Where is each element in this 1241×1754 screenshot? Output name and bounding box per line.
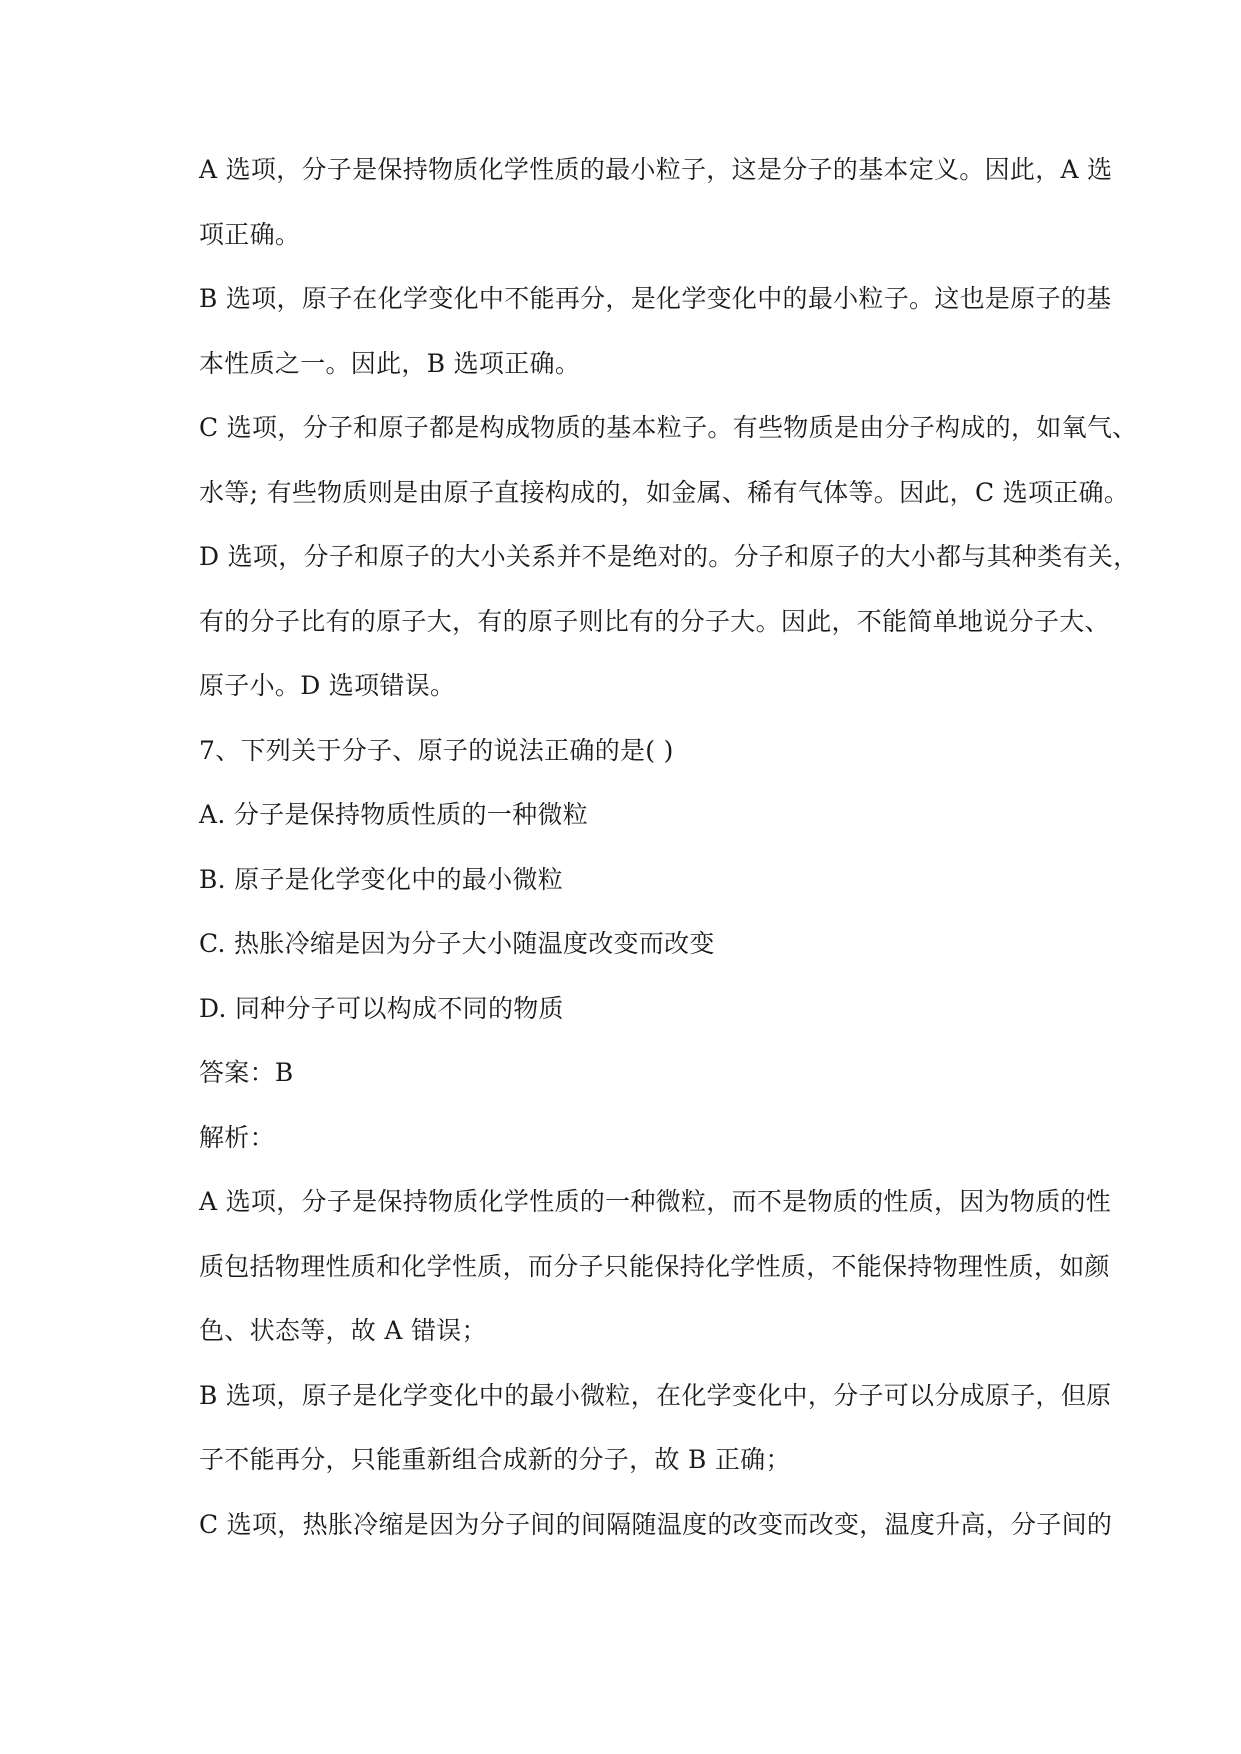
paragraph-line: 子不能再分，只能重新组合成新的分子，故 B 正确； <box>199 1445 791 1474</box>
option-c: C. 热胀冷缩是因为分子大小随温度改变而改变 <box>199 929 715 958</box>
paragraph-line: B 选项，原子是化学变化中的最小微粒，在化学变化中，分子可以分成原子，但原 <box>199 1380 1112 1410</box>
paragraph-line: 水等; 有些物质则是由原子直接构成的，如金属、稀有气体等。因此，C 选项正确。 <box>199 477 1130 507</box>
answer-line: 答案：B <box>199 1058 294 1087</box>
option-a: A. 分子是保持物质性质的一种微粒 <box>199 800 589 829</box>
paragraph-line: A 选项，分子是保持物质化学性质的最小粒子，这是分子的基本定义。因此，A 选 <box>199 155 1113 184</box>
document-body <box>199 138 1139 1557</box>
paragraph-line: B 选项，原子在化学变化中不能再分，是化学变化中的最小粒子。这也是原子的基 <box>199 284 1112 313</box>
paragraph-line: C 选项，分子和原子都是构成物质的基本粒子。有些物质是由分子构成的，如氧气、 <box>199 413 1138 442</box>
analysis-heading: 解析： <box>199 1122 275 1152</box>
paragraph-line: 原子小。D 选项错误。 <box>199 671 456 700</box>
paragraph-line: C 选项，热胀冷缩是因为分子间的间隔随温度的改变而改变，温度升高，分子间的 <box>199 1509 1113 1539</box>
paragraph-line: 质包括物理性质和化学性质，而分子只能保持化学性质，不能保持物理性质，如颜 <box>199 1251 1110 1281</box>
paragraph-line: 项正确。 <box>199 219 301 249</box>
paragraph-line: 色、状态等，故 A 错误； <box>199 1316 487 1345</box>
paragraph-line: 有的分子比有的原子大，有的原子则比有的分子大。因此，不能简单地说分子大、 <box>199 606 1110 636</box>
paragraph-line: A 选项，分子是保持物质化学性质的一种微粒，而不是物质的性质，因为物质的性 <box>199 1187 1112 1216</box>
question-title: 7、下列关于分子、原子的说法正确的是( ) <box>199 735 674 765</box>
option-d: D. 同种分子可以构成不同的物质 <box>199 993 564 1023</box>
paragraph-line: D 选项，分子和原子的大小关系并不是绝对的。分子和原子的大小都与其种类有关， <box>199 542 1139 571</box>
paragraph-line: 本性质之一。因此，B 选项正确。 <box>199 348 581 378</box>
option-b: B. 原子是化学变化中的最小微粒 <box>199 864 564 894</box>
